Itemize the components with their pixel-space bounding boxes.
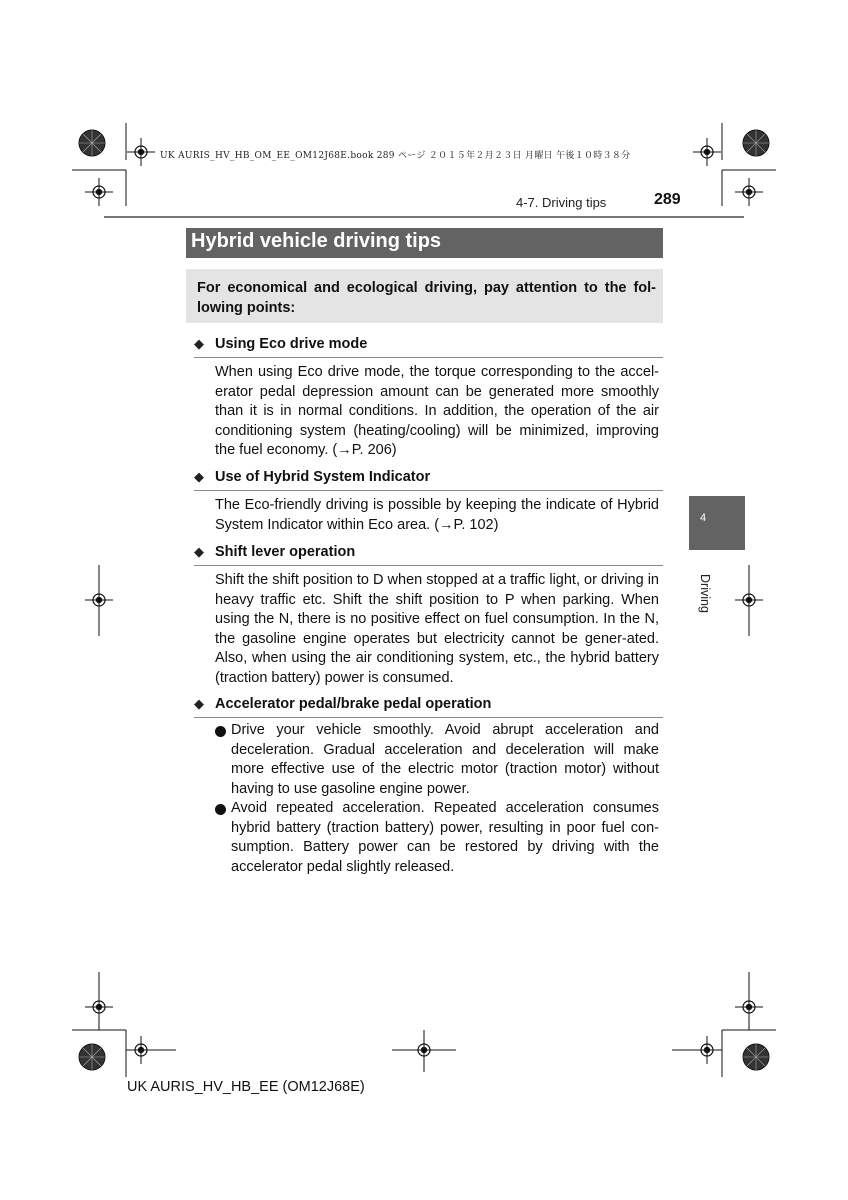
diamond-icon: ◆ [194,696,204,711]
section-rule [194,357,663,358]
footer-code: UK AURIS_HV_HB_EE (OM12J68E) [127,1079,365,1095]
header-rule [104,216,744,218]
section-heading-text: Shift lever operation [215,544,356,560]
print-job-info: UK AURIS_HV_HB_OM_EE_OM12J68E.book 289 ページ ２０１５年２月２３日 月曜日 午後１０時３８分 [160,151,631,161]
bullet-text: Avoid repeated acceleration. Repeated acceleration consumes hybrid battery (traction battery) power, resulting in poor fuel con-sumption. Battery power can be restored by driving with the accelerator pedal slightly released. [231,800,659,875]
bullet-item [215,721,659,799]
diamond-icon: ◆ [194,336,204,351]
section-text-eco-drive: When using Eco drive mode, the torque corresponding to the accel-erator pedal depression amount can be generated more smoothly than it is in normal conditions. In addition, the operation of the air conditioning system (heating/cooling) will be minimized, improving the fuel economy. (→P. 206) [215,364,659,458]
diamond-icon: ◆ [194,544,204,559]
diamond-icon: ◆ [194,469,204,484]
bullet-dot-icon [215,726,226,737]
section-rule [194,490,663,491]
bullet-dot-icon [215,804,226,815]
section-rule [194,565,663,566]
section-heading-shift-lever [194,544,355,564]
intro-text: For economical and ecological driving, pay attention to the fol-lowing points: [197,280,656,316]
page-number: 289 [654,191,681,208]
section-rule [194,717,663,718]
section-heading-pedal-operation [194,696,491,716]
chapter-number: 4 [700,512,707,524]
section-text-hybrid-indicator: The Eco-friendly driving is possible by keeping the indicate of Hybrid System Indicator within Eco area. (→P. 102) [215,497,659,533]
bullet-text: Drive your vehicle smoothly. Avoid abrupt acceleration and deceleration. Gradual acceleration and deceleration will make more effective use of the electric motor (traction motor) without having to use gasoline engine power. [231,722,659,797]
section-heading-eco-drive [194,336,367,356]
chapter-tab [689,496,745,550]
page-title: Hybrid vehicle driving tips [191,230,442,252]
section-heading-text: Using Eco drive mode [215,336,368,352]
section-heading-text: Use of Hybrid System Indicator [215,469,431,485]
chapter-label: Driving [698,574,712,613]
section-heading-text: Accelerator pedal/brake pedal operation [215,696,492,712]
bullet-item [215,799,659,877]
running-head: 4-7. Driving tips [516,195,607,210]
section-text-shift-lever: Shift the shift position to D when stopped at a traffic light, or driving in heavy traffic etc. Shift the shift position to P when parking. When using the N, there is no positive effect on fuel consumption. In the N, the gasoline engine operates but electricity cannot be gener-ated. Also, when using the air conditioning system, etc., the hybrid battery (traction battery) power is consumed. [215,572,659,686]
section-heading-hybrid-indicator [194,469,430,489]
